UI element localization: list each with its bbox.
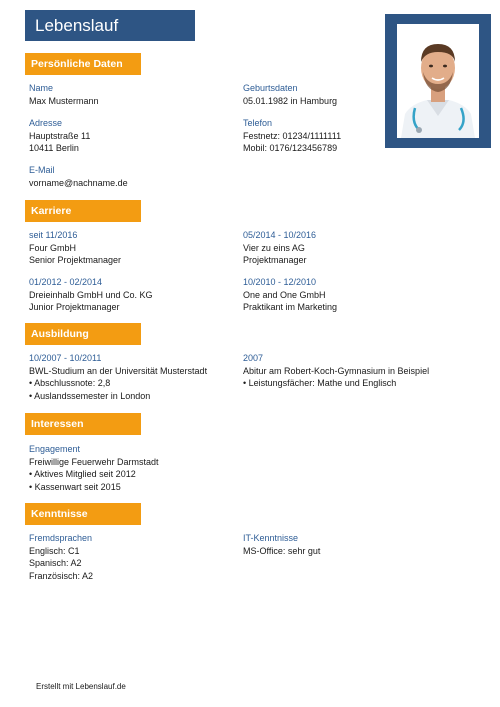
section-education-heading: Ausbildung: [25, 323, 141, 345]
career-date: 01/2012 - 02/2014: [29, 277, 103, 287]
education-line: Abitur am Robert-Koch-Gymnasium in Beispiel: [243, 365, 430, 376]
language-item: Spanisch: A2: [29, 558, 82, 568]
email-field: [29, 164, 128, 189]
name-field: [29, 82, 99, 107]
it-skill-item: MS-Office: sehr gut: [243, 545, 321, 556]
address-line1: Hauptstraße 11: [29, 130, 91, 141]
it-skills-entry: [243, 532, 320, 557]
phone-field: [243, 117, 341, 155]
education-date: 2007: [243, 353, 264, 363]
section-interests-heading: Interessen: [25, 413, 141, 435]
career-entry: [29, 276, 153, 314]
birth-field: [243, 82, 337, 107]
birth-value: 05.01.1982 in Hamburg: [243, 95, 338, 106]
photo-frame: [385, 14, 491, 148]
language-item: Französisch: A2: [29, 570, 94, 581]
address-line2: 10411 Berlin: [29, 143, 79, 153]
birth-label: Geburtsdaten: [243, 83, 298, 93]
career-entry: [243, 276, 337, 314]
interests-line: • Aktives Mitglied seit 2012: [29, 469, 136, 479]
footer-credit: Erstellt mit Lebenslauf.de: [36, 682, 126, 691]
career-entry: [29, 229, 121, 267]
section-personal-heading: Persönliche Daten: [25, 53, 141, 75]
address-label: Adresse: [29, 118, 63, 128]
section-career-heading: Karriere: [25, 200, 141, 222]
phone-line1: Festnetz: 01234/1111111: [243, 130, 342, 141]
language-item: Englisch: C1: [29, 545, 80, 556]
career-date: 05/2014 - 10/2016: [243, 230, 317, 240]
email-value: vorname@nachname.de: [29, 177, 128, 188]
interests-label: Engagement: [29, 444, 81, 454]
career-role: Praktikant im Marketing: [243, 302, 338, 312]
name-label: Name: [29, 83, 54, 93]
education-line: • Leistungsfächer: Mathe und Englisch: [243, 378, 397, 388]
education-line: • Abschlussnote: 2,8: [29, 378, 111, 388]
education-line: • Auslandssemester in London: [29, 390, 151, 401]
career-date: seit 11/2016: [29, 230, 78, 240]
interests-line: • Kassenwart seit 2015: [29, 481, 121, 492]
it-skills-label: IT-Kenntnisse: [243, 533, 299, 543]
name-value: Max Mustermann: [29, 95, 99, 106]
education-date: 10/2007 - 10/2011: [29, 353, 102, 363]
person-portrait-icon: [397, 24, 479, 138]
education-entry: [29, 352, 207, 402]
career-role: Projektmanager: [243, 255, 307, 265]
languages-label: Fremdsprachen: [29, 533, 93, 543]
career-company: Vier zu eins AG: [243, 242, 305, 253]
career-entry: [243, 229, 316, 267]
page-title: Lebenslauf: [25, 10, 195, 41]
languages-entry: [29, 532, 93, 582]
profile-photo: [397, 24, 479, 138]
phone-line2: Mobil: 0176/123456789: [243, 143, 338, 153]
interests-line: Freiwillige Feuerwehr Darmstadt: [29, 456, 159, 467]
interests-entry: [29, 443, 159, 493]
education-line: BWL-Studium an der Universität Musterstadt: [29, 365, 208, 376]
email-label: E-Mail: [29, 165, 55, 175]
section-skills-heading: Kenntnisse: [25, 503, 141, 525]
career-company: One and One GmbH: [243, 289, 326, 300]
career-company: Four GmbH: [29, 242, 77, 253]
education-entry: [243, 352, 429, 390]
career-date: 10/2010 - 12/2010: [243, 277, 317, 287]
career-role: Junior Projektmanager: [29, 302, 120, 312]
career-role: Senior Projektmanager: [29, 255, 122, 265]
career-company: Dreieinhalb GmbH und Co. KG: [29, 289, 153, 300]
phone-label: Telefon: [243, 118, 273, 128]
address-field: [29, 117, 90, 155]
